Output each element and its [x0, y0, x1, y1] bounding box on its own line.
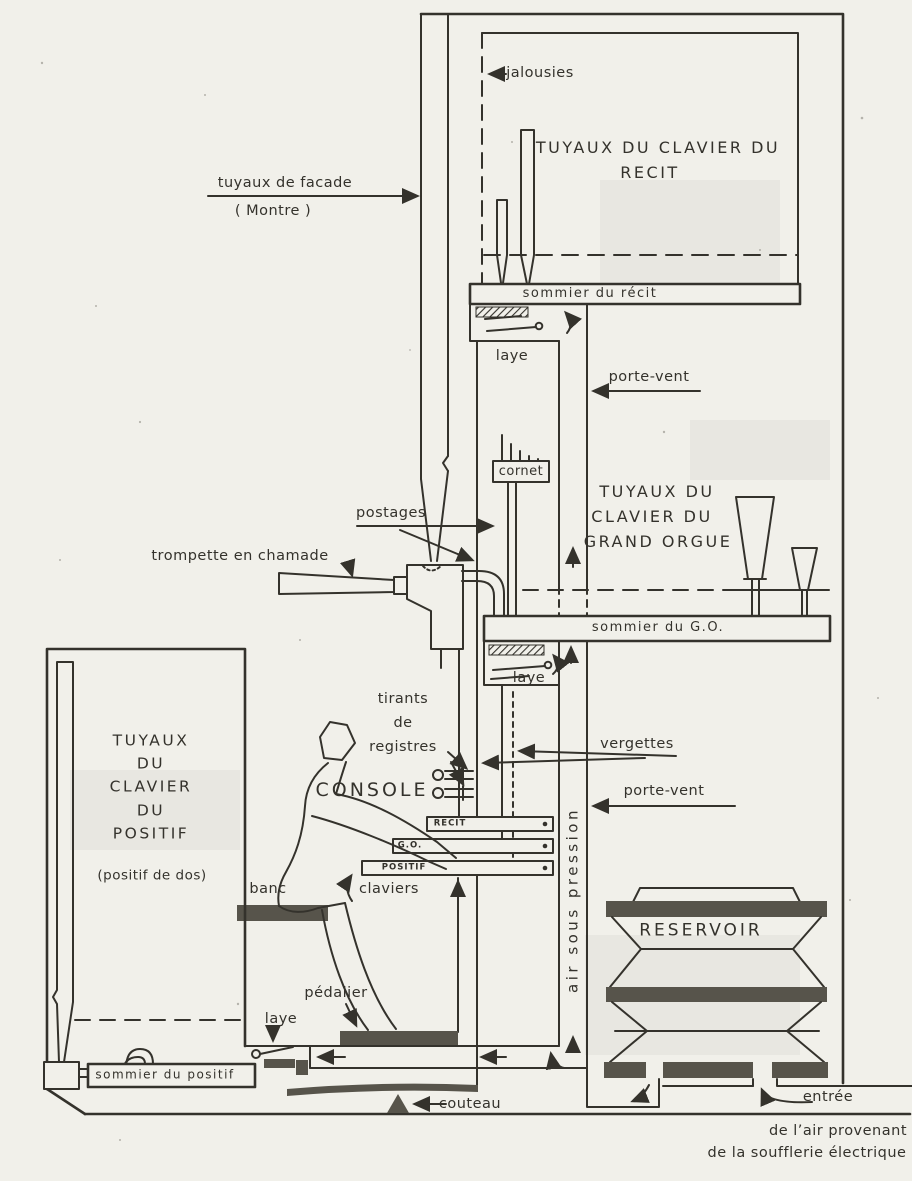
trompette-resonator: [279, 573, 394, 594]
positif-pipe-foot-block: [44, 1062, 79, 1089]
label-recit-box-line1: TUYAUX DU CLAVIER DU: [535, 138, 781, 157]
label-positif-box-line1: TUYAUX: [112, 731, 190, 750]
label-entree: entrée: [802, 1088, 854, 1105]
chamade-assembly: [279, 565, 504, 668]
label-claviers: claviers: [359, 880, 419, 897]
reservoir-board-3b: [663, 1062, 753, 1078]
facade-pipe-mouth: [443, 456, 448, 471]
stop-knob-1: [433, 770, 443, 780]
positif-pipe: [53, 662, 73, 1062]
label-console: CONSOLE: [315, 779, 429, 802]
keyboard-positif-pin: [543, 866, 548, 871]
trompette-arrow: [348, 562, 352, 575]
go-pallet-pivot: [545, 662, 552, 669]
label-keyboard-positif: POSITIF: [381, 862, 427, 873]
pedalier-arrow: [346, 1004, 356, 1025]
label-sommier-du-recit: sommier du récit: [522, 285, 658, 301]
label-go-box-line3: GRAND ORGUE: [583, 532, 733, 551]
label-tirants-line3: registres: [369, 738, 437, 755]
label-positif-de-dos: (positif de dos): [97, 867, 207, 884]
recit-pallet-pivot: [536, 323, 543, 330]
case-bottom-left-diagonal: [47, 1089, 85, 1114]
positif-laye-block: [264, 1059, 295, 1068]
label-cornet: cornet: [498, 463, 544, 479]
positif-laye-valve: [296, 1060, 308, 1075]
label-laye-recit: laye: [495, 347, 529, 364]
label-positif-box-line5: POSITIF: [112, 824, 190, 843]
label-porte-vent-upper: porte-vent: [608, 368, 690, 385]
label-porte-vent-lower: porte-vent: [623, 782, 705, 799]
reservoir-board-3a: [604, 1062, 646, 1078]
postage-tube-outer: [462, 571, 504, 616]
reservoir-outflow-pocket: [587, 1079, 659, 1107]
label-go-box-line1: TUYAUX DU: [599, 482, 715, 501]
recit-pallet-lever: [487, 327, 536, 331]
organist-leg-front: [345, 903, 396, 1029]
label-sommier-du-go: sommier du G.O.: [591, 619, 725, 635]
go-reed-pipe-small: [792, 548, 817, 590]
organist-head: [320, 722, 355, 760]
label-tirants-line1: tirants: [377, 690, 429, 707]
keyboard-go-pin: [543, 844, 548, 849]
postages-arrow-2: [400, 530, 472, 560]
chamade-support: [441, 649, 459, 668]
couteau-pivot: [387, 1094, 409, 1113]
go-reed-pipe-large-foot: [744, 579, 766, 617]
label-keyboard-go: G.O.: [397, 840, 423, 851]
label-jalousies: jalousies: [506, 64, 574, 81]
go-laye-hatch: [489, 645, 544, 655]
cornet-conduit: [508, 482, 516, 616]
go-reed-pipe-large: [736, 497, 774, 579]
entree-passage-top: [777, 1079, 912, 1086]
label-reservoir: RESERVOIR: [639, 920, 763, 941]
reservoir-board-1: [606, 901, 827, 917]
label-tirants-line2: de: [393, 714, 413, 731]
reservoir-outflow-arrow: [633, 1085, 649, 1101]
facade-pipe: [421, 14, 448, 561]
cornet-assembly: [493, 435, 549, 616]
recit-laye-air-arrow: [566, 313, 571, 333]
label-trompette-en-chamade: trompette en chamade: [151, 547, 329, 564]
label-vergettes: vergettes: [600, 735, 674, 752]
go-laye-air-arrow: [553, 656, 558, 674]
label-air-source-line1: de l’air provenant: [768, 1122, 908, 1139]
channel-up-arrow: [551, 1054, 564, 1068]
label-laye-positif: laye: [264, 1010, 298, 1027]
label-tuyaux-de-facade: tuyaux de facade: [217, 174, 353, 191]
label-recit-box-line2: RECIT: [620, 163, 680, 182]
label-montre: ( Montre ): [234, 202, 312, 219]
claviers-arrow: [347, 876, 352, 901]
label-positif-box-line2: DU: [136, 754, 166, 773]
label-sommier-du-positif: sommier du positif: [95, 1067, 235, 1082]
label-air-sous-pression: air sous pression: [563, 807, 582, 993]
cornet-pipes: [502, 435, 538, 461]
chamade-windchest-block: [407, 565, 463, 649]
organist-leg-back: [322, 910, 368, 1030]
label-air-source-line2: de la soufflerie électrique: [707, 1144, 907, 1161]
go-reed-pipe-small-foot: [796, 590, 813, 617]
label-banc: banc: [249, 880, 287, 897]
reservoir-lid: [633, 888, 800, 902]
tirants-arrow-2: [451, 762, 463, 784]
tirants-arrow-1: [448, 752, 466, 768]
recit-pipe-tall: [521, 130, 534, 284]
label-couteau: couteau: [438, 1095, 502, 1112]
label-positif-box-line3: CLAVIER: [109, 777, 193, 796]
positif-pallet-pivot: [252, 1050, 260, 1058]
keyboard-recit-pin: [543, 822, 548, 827]
trompette-boot: [394, 577, 407, 594]
reservoir-board-2: [606, 987, 827, 1002]
label-go-box-line2: CLAVIER DU: [591, 507, 713, 526]
stop-knob-2: [433, 788, 443, 798]
positif-pallet-lever: [260, 1047, 293, 1054]
label-positif-box-line4: DU: [136, 801, 166, 820]
label-laye-go: laye: [512, 669, 546, 686]
vergettes-arrow-2: [484, 758, 645, 763]
label-pedalier: pédalier: [304, 984, 368, 1001]
recit-pipe-small: [497, 200, 507, 283]
pedalboard-bar: [340, 1031, 458, 1045]
label-keyboard-recit: RECIT: [433, 818, 467, 829]
label-postages: postages: [356, 504, 426, 521]
reservoir-board-3c: [772, 1062, 828, 1078]
